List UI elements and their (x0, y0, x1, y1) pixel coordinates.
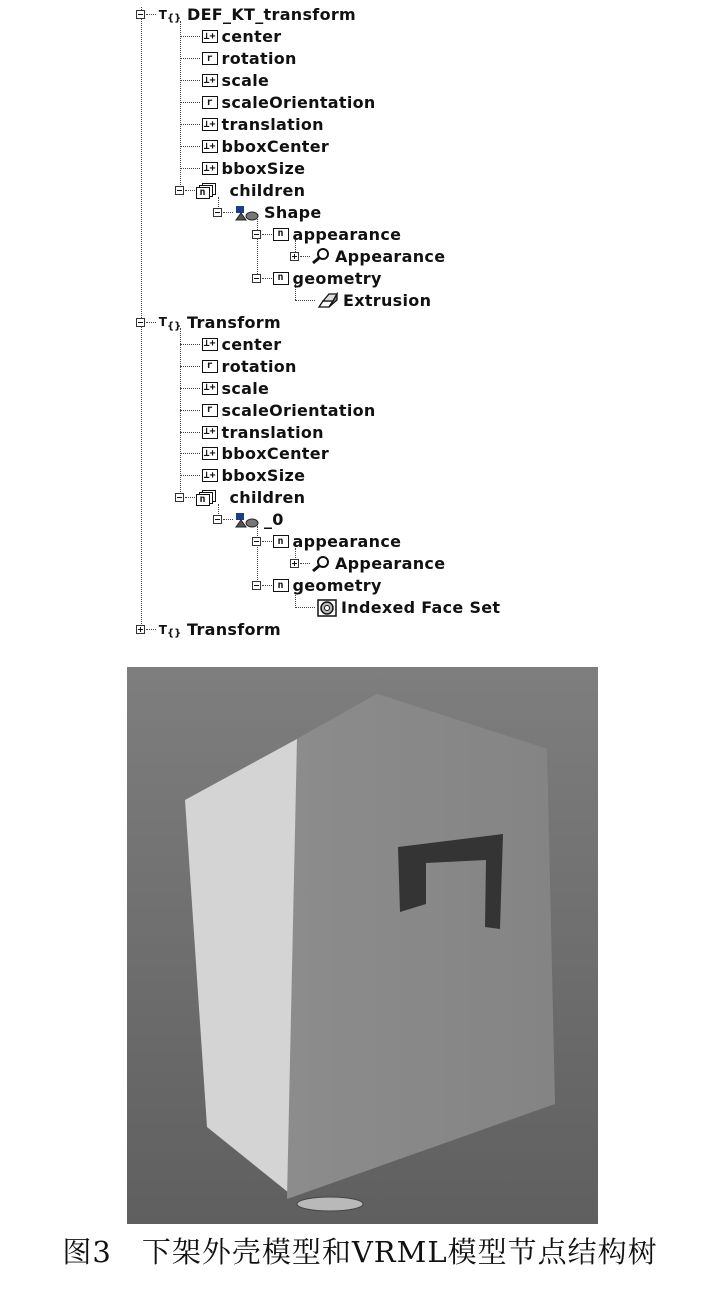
vector-field-icon: ⊥+ (203, 30, 216, 42)
tree-node-label: children (229, 488, 306, 508)
node-field-icon: n (273, 228, 289, 241)
vector-field-icon: ⊥+ (203, 382, 216, 394)
tree-node-label: appearance (292, 532, 402, 552)
vector-field-icon: ⊥+ (203, 140, 216, 152)
tree-connector (180, 344, 200, 345)
tree-node-label: appearance (292, 224, 402, 244)
tree-node-label: children (229, 181, 306, 201)
tree-node[interactable] (295, 289, 431, 311)
tree-node[interactable] (180, 48, 297, 70)
tree-node[interactable] (252, 223, 402, 245)
tree-node-label: scale (221, 71, 270, 91)
transform-node-icon: T {} (158, 7, 182, 25)
tree-node-label: _0 (264, 510, 284, 530)
tree-connector (223, 519, 233, 520)
vector-field-icon: ⊥+ (203, 338, 216, 350)
tree-node[interactable] (136, 311, 281, 333)
transform-node-icon: T {} (158, 622, 182, 640)
expand-toggle-icon[interactable] (136, 625, 145, 634)
tree-connector (262, 541, 272, 542)
tree-node[interactable] (175, 180, 306, 202)
tree-node-label: bboxCenter (221, 137, 330, 157)
tree-node[interactable] (180, 377, 270, 399)
tree-connector (180, 102, 200, 103)
vector-field-icon: ⊥+ (203, 447, 216, 459)
indexed-face-set-icon (317, 599, 337, 617)
tree-connector (180, 124, 200, 125)
tree-node[interactable] (180, 399, 376, 421)
tree-node-label: scaleOrientation (221, 93, 376, 113)
tree-node-label: bboxCenter (221, 444, 330, 464)
rotation-field-icon: r (202, 404, 218, 417)
tree-connector (295, 607, 315, 608)
tree-node-label: center (221, 27, 282, 47)
tree-connector (295, 300, 315, 301)
tree-node[interactable] (180, 92, 376, 114)
tree-node[interactable] (180, 355, 297, 377)
tree-connector (146, 322, 156, 323)
vector-field-icon: ⊥+ (203, 118, 216, 130)
tree-connector (262, 585, 272, 586)
tree-node-label: Transform (187, 620, 281, 640)
tree-node[interactable] (252, 531, 402, 553)
shape-node-icon (234, 512, 260, 528)
collapse-toggle-icon[interactable] (252, 581, 261, 590)
tree-connector (180, 80, 200, 81)
extrusion-node-icon (317, 292, 339, 308)
tree-connector (180, 366, 200, 367)
tree-node-label: Appearance (335, 246, 446, 266)
tree-connector (146, 14, 156, 15)
node-field-icon: n (273, 272, 289, 285)
tree-connector (180, 475, 200, 476)
tree-node[interactable] (213, 202, 322, 224)
tree-connector (262, 234, 272, 235)
tree-node[interactable] (290, 553, 445, 575)
tree-connector (180, 453, 200, 454)
tree-node[interactable] (180, 114, 324, 136)
collapse-toggle-icon[interactable] (252, 230, 261, 239)
tree-node[interactable] (252, 575, 382, 597)
tree-node[interactable] (180, 421, 324, 443)
tree-node-label: scale (221, 378, 270, 398)
tree-node-label: rotation (221, 49, 297, 69)
tree-connector (300, 563, 310, 564)
expand-toggle-icon[interactable] (290, 559, 299, 568)
tree-connector (300, 256, 310, 257)
collapse-toggle-icon[interactable] (252, 274, 261, 283)
tree-node-label: Extrusion (343, 290, 432, 310)
tree-connector (180, 410, 200, 411)
tree-node[interactable] (290, 245, 445, 267)
tree-node-label: geometry (292, 576, 382, 596)
tree-node[interactable] (136, 619, 281, 641)
children-field-icon: n (196, 490, 226, 506)
transform-node-icon: T {} (158, 315, 182, 332)
collapse-toggle-icon[interactable] (175, 186, 184, 195)
tree-node[interactable] (180, 158, 306, 180)
tree-connector (185, 190, 195, 191)
tree-node[interactable] (180, 333, 282, 355)
vector-field-icon: ⊥+ (203, 74, 216, 86)
tree-connector (180, 168, 200, 169)
tree-node[interactable] (180, 443, 330, 465)
model-3d-view (127, 667, 598, 1224)
tree-node[interactable] (213, 509, 284, 531)
tree-node[interactable] (180, 136, 330, 158)
tree-node-label: Transform (187, 312, 281, 332)
shape-node-icon (234, 205, 260, 221)
appearance-node-icon (311, 556, 331, 572)
tree-node-label: Appearance (335, 554, 446, 574)
tree-node[interactable] (180, 70, 270, 92)
tree-node-label: Shape (264, 203, 322, 223)
collapse-toggle-icon[interactable] (213, 515, 222, 524)
tree-connector (185, 497, 195, 498)
vector-field-icon: ⊥+ (203, 162, 216, 174)
tree-node-label: bboxSize (221, 159, 306, 179)
tree-node[interactable] (175, 487, 306, 509)
tree-node-label: bboxSize (221, 466, 306, 486)
figure-caption: 图3 下架外壳模型和VRML模型节点结构树 (62, 1235, 658, 1269)
tree-node[interactable] (180, 465, 306, 487)
collapse-toggle-icon[interactable] (136, 10, 145, 19)
tree-connector (180, 58, 200, 59)
collapse-toggle-icon[interactable] (175, 493, 184, 502)
rotation-field-icon: r (202, 52, 218, 65)
tree-connector (180, 388, 200, 389)
tree-node-label: translation (221, 422, 324, 442)
tree-node[interactable] (252, 267, 382, 289)
collapse-toggle-icon[interactable] (252, 537, 261, 546)
appearance-node-icon (311, 248, 331, 264)
expand-toggle-icon[interactable] (290, 252, 299, 261)
node-field-icon: n (273, 535, 289, 548)
tree-node-label: geometry (292, 268, 382, 288)
tree-node-label: center (221, 334, 282, 354)
tree-connector (223, 212, 233, 213)
tree-connector (262, 278, 272, 279)
collapse-toggle-icon[interactable] (213, 208, 222, 217)
vector-field-icon: ⊥+ (203, 469, 216, 481)
vector-field-icon: ⊥+ (203, 426, 216, 438)
tree-node[interactable] (295, 597, 500, 619)
children-field-icon: n (196, 183, 226, 199)
tree-connector (180, 36, 200, 37)
node-field-icon: n (273, 579, 289, 592)
rotation-field-icon: r (202, 96, 218, 109)
tree-node-label: scaleOrientation (221, 400, 376, 420)
collapse-toggle-icon[interactable] (136, 318, 145, 327)
rotation-field-icon: r (202, 360, 218, 373)
tree-connector (180, 432, 200, 433)
tree-node-label: DEF_KT_transform (187, 5, 357, 25)
tree-connector (146, 629, 156, 630)
tree-node-label: Indexed Face Set (341, 598, 501, 618)
tree-node-label: rotation (221, 356, 297, 376)
model-base-foot (297, 1197, 363, 1211)
tree-connector (180, 146, 200, 147)
tree-node[interactable] (136, 4, 356, 26)
tree-node[interactable] (180, 26, 282, 48)
tree-node-label: translation (221, 115, 324, 135)
